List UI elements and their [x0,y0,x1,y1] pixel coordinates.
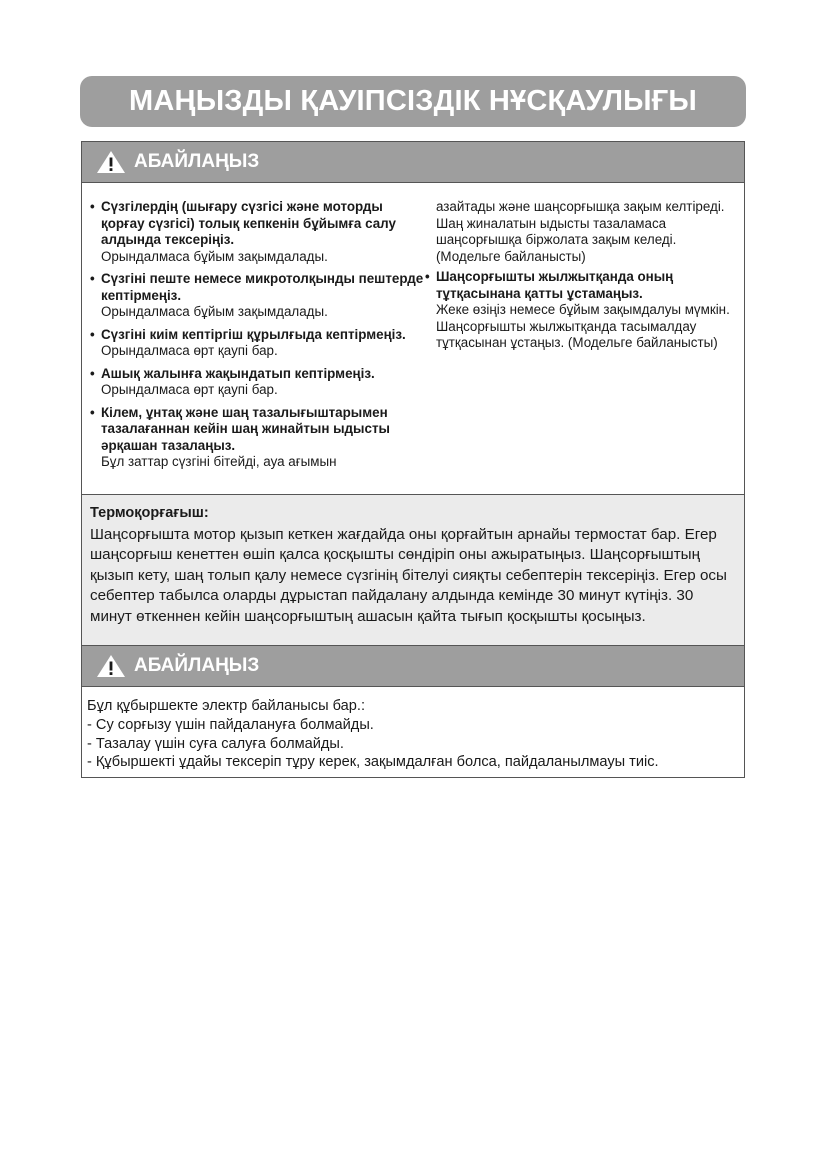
bullet: • [90,271,95,286]
item-consequence: Жеке өзіңіз немесе бұйым зақымдалуы мүмкін. Шаңсорғышты жылжытқанда тасымалдау тұтқасынан ұстаңыз. (Модельге байланысты) [435,302,730,350]
list-item [90,271,425,321]
item-instruction: Ашық жалынға жақындатып кептірмеңіз. [101,365,375,381]
list-item [90,199,425,265]
item-consequence: Орындалмаса бұйым зақымдалады. [101,248,328,264]
hose-line: - Құбыршекті ұдайы тексеріп тұру керек, зақымдалған болса, пайдаланылмауы тиіс. [87,754,659,771]
hose-caution-body [82,687,744,772]
bullet: • [90,199,95,214]
list-item [90,366,425,399]
bullet: • [90,404,95,420]
hose-line: - Су сорғызу үшін пайдалануға болмайды. [87,716,374,733]
caution-columns [82,183,744,495]
caution-heading: АБАЙЛАҢЫЗ [134,151,260,172]
thermo-protector-note [82,495,744,645]
item-instruction: Сүзгіні пеште немесе микротолқынды пештерде кептірмеңіз. [101,271,424,303]
bullet: • [424,269,430,284]
caution-heading: АБАЙЛАҢЫЗ [134,655,260,676]
bullet: • [90,365,95,381]
item-instruction: Сүзгіні киім кептіргіш құрылғыда кептірмеңіз. [101,326,406,342]
list-item [90,327,425,360]
caution-box-hose [81,645,745,778]
caution-header [82,142,744,183]
warning-triangle-icon [96,654,126,678]
hose-line: - Тазалау үшін суға салуға болмайды. [87,735,344,752]
page-title: МАҢЫЗДЫ ҚАУІПСІЗДІК НҰСҚАУЛЫҒЫ [129,85,697,117]
caution-box-filters [81,141,745,646]
item-consequence: Орындалмаса бұйым зақымдалады. [101,304,328,319]
caution-header [82,646,744,687]
item-instruction: Шаңсорғышты жылжытқанда оның тұтқасынана қатты ұстамаңыз. [435,269,674,301]
continuation-text: азайтады және шаңсорғышқа зақым келтіреді. Шаң жиналатын ыдысты тазаламаса шаңсорғышқа біржолата зақым келеді. (Модельге байланысты) [435,199,725,264]
list-item [425,269,744,352]
bullet: • [90,326,95,342]
warning-triangle-icon [96,150,126,174]
hose-line: Бұл құбыршекте электр байланысы бар.: [87,698,365,714]
thermo-text: Шаңсорғышта мотор қызып кеткен жағдайда оны қорғайтын арнайы термостат бар. Егер шаңсорғыш кенеттен өшіп қалса қосқышты сөндіріп оны ажыратыңыз. Шаңсорғыштың қызып кету, шаң толып қалу немесе сүзгінің бітелуі сияқты себептерін тексеріңіз. Егер осы себептер табылса оларды дұрыстап пайдалану алдында кемінде 30 минут күтіңіз. 30 минут өткеннен кейін шаңсорғыштың ашасын қайта тығып қосқышты қосыңыз. [90,525,727,625]
thermo-heading: Термоқорғағыш: [90,505,209,521]
left-column [90,199,425,494]
item-instruction: Сүзгілердің (шығару сүзгісі және моторды қорғау сүзгісі) толық кепкенін бұйымға салу алдында тексеріңіз. [101,199,396,247]
item-consequence: Орындалмаса өрт қаупі бар. [101,382,278,397]
right-column [425,199,744,494]
list-item-continuation [425,199,744,265]
item-instruction: Кілем, ұнтақ және шаң тазалығыштарымен тазалағаннан кейін шаң жинайтын ыдысты әрқашан тазалаңыз. [101,404,390,453]
list-item [90,405,425,471]
title-banner [80,76,746,127]
item-consequence: Орындалмаса өрт қаупі бар. [101,343,278,358]
item-consequence: Бұл заттар сүзгіні бітейді, ауа ағымын [101,454,337,469]
